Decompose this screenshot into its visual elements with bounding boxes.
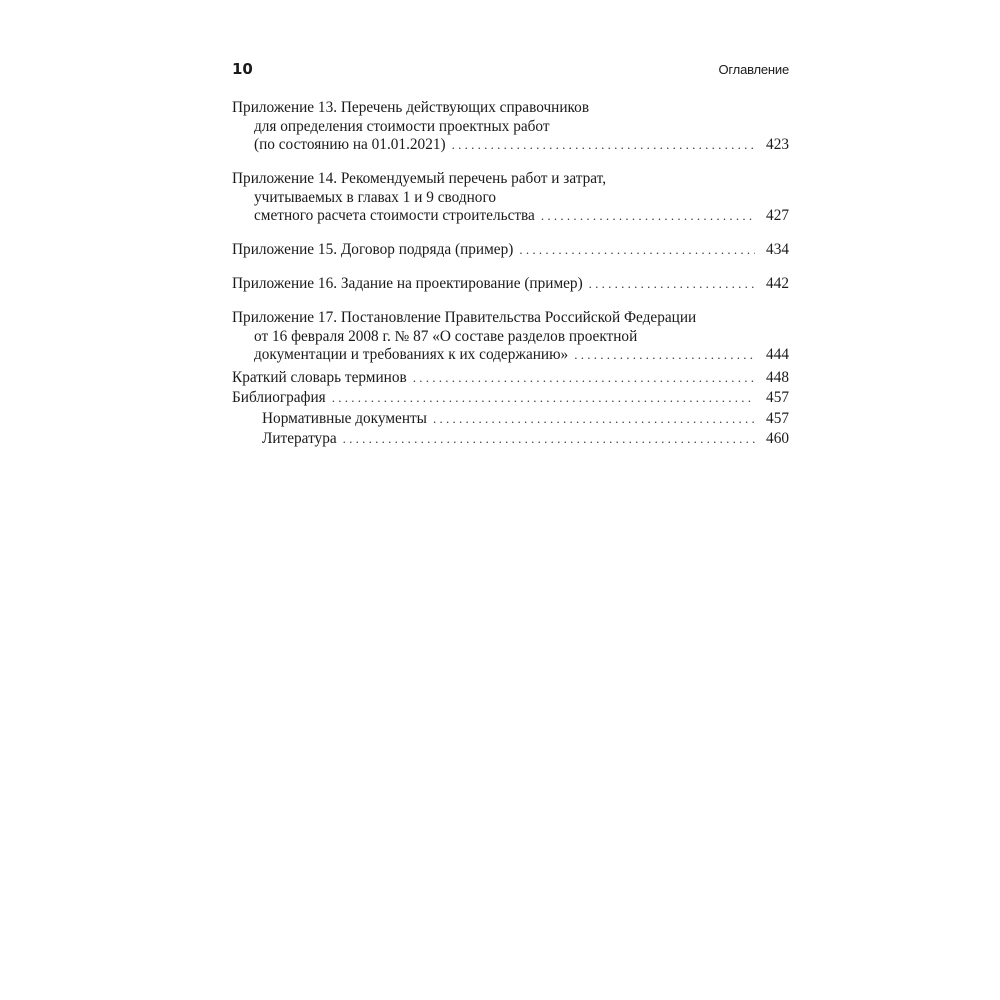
toc-page-number: 457 xyxy=(766,409,789,427)
table-of-contents xyxy=(232,99,789,451)
toc-entry-literature[interactable] xyxy=(232,430,789,449)
dot-leader xyxy=(589,275,755,294)
toc-entry-last-line xyxy=(232,346,789,365)
toc-entry-line: Литература xyxy=(262,430,337,447)
running-title: Оглавление xyxy=(718,62,789,77)
dot-leader xyxy=(413,369,755,388)
toc-page-number: 434 xyxy=(766,241,789,258)
toc-entry-last-line xyxy=(232,430,789,449)
dot-leader xyxy=(343,430,755,449)
dot-leader xyxy=(332,389,755,408)
dot-leader xyxy=(541,207,755,226)
toc-entry-line: Краткий словарь терминов xyxy=(232,368,407,386)
toc-entry-bibliography[interactable] xyxy=(232,389,789,408)
toc-entry-line: Приложение 14. Рекомендуемый перечень работ и затрат, xyxy=(232,170,607,187)
page-number: 10 xyxy=(232,60,253,78)
toc-page-number: 442 xyxy=(766,275,789,292)
toc-entry-last-line xyxy=(232,389,789,408)
toc-entry-appendix-16[interactable] xyxy=(232,275,789,294)
toc-entry-appendix-14[interactable] xyxy=(232,170,789,226)
toc-entry-last-line xyxy=(232,241,789,260)
toc-entry-normative-documents[interactable] xyxy=(232,410,789,429)
toc-entry-line: от 16 февраля 2008 г. № 87 «О составе разделов проектной xyxy=(254,327,638,345)
toc-entry-last-line xyxy=(232,369,789,388)
toc-entry-line: учитываемых в главах 1 и 9 сводного xyxy=(254,188,497,206)
dot-leader xyxy=(433,410,755,429)
book-page xyxy=(232,0,789,1000)
toc-entry-appendix-15[interactable] xyxy=(232,241,789,260)
toc-page-number: 460 xyxy=(766,430,789,447)
toc-entry-line: (по состоянию на 01.01.2021) xyxy=(254,136,446,153)
toc-page-number: 423 xyxy=(766,136,789,153)
toc-entry-last-line xyxy=(232,207,789,226)
toc-entry-last-line xyxy=(232,136,789,155)
toc-page-number: 427 xyxy=(766,207,789,224)
toc-entry-line: сметного расчета стоимости строительства xyxy=(254,207,535,224)
toc-entry-line: Приложение 13. Перечень действующих справочников xyxy=(232,99,590,116)
toc-entry-line: Приложение 15. Договор подряда (пример) xyxy=(232,241,514,258)
dot-leader xyxy=(519,241,755,260)
toc-entry-glossary[interactable] xyxy=(232,369,789,388)
toc-entry-line: Приложение 17. Постановление Правительства Российской Федерации xyxy=(232,309,697,326)
toc-entry-appendix-13[interactable] xyxy=(232,99,789,155)
toc-entry-line: для определения стоимости проектных работ xyxy=(254,117,550,135)
toc-entry-line: Библиография xyxy=(232,389,326,406)
dot-leader xyxy=(574,346,755,365)
toc-entry-appendix-17[interactable] xyxy=(232,309,789,365)
toc-page-number: 448 xyxy=(766,368,789,386)
toc-entry-last-line xyxy=(232,275,789,294)
toc-page-number: 457 xyxy=(766,389,789,406)
page-header xyxy=(232,58,789,80)
toc-entry-line: Нормативные документы xyxy=(262,409,427,427)
toc-entry-line: Приложение 16. Задание на проектирование (пример) xyxy=(232,275,583,292)
dot-leader xyxy=(452,136,755,155)
toc-entry-line: документации и требованиях к их содержанию» xyxy=(254,346,569,363)
toc-entry-last-line xyxy=(232,410,789,429)
toc-page-number: 444 xyxy=(766,346,789,363)
